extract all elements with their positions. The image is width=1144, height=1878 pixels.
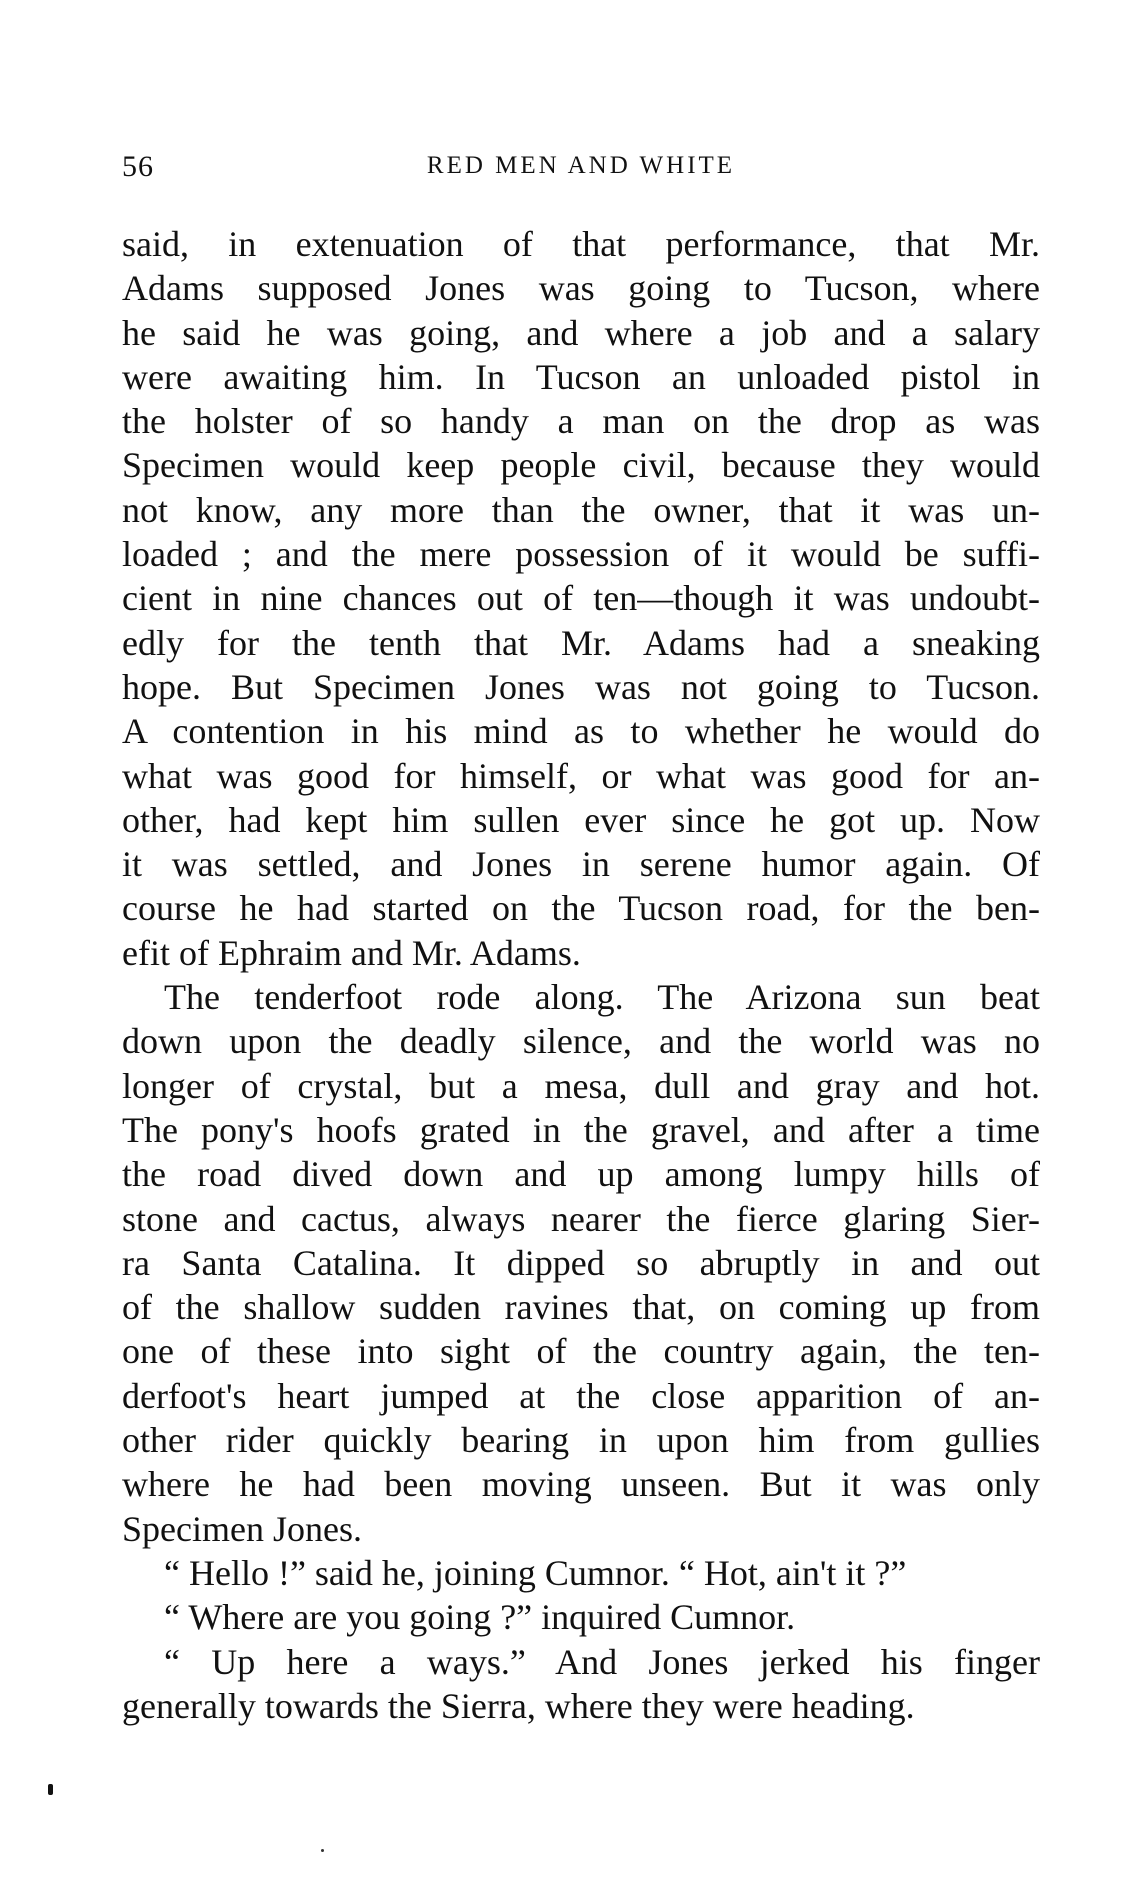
paragraph-start-line: The tenderfoot rode along. The Arizona sun beat (164, 977, 1040, 1018)
text-line: loaded ; and the mere possession of it would be suffi- (122, 534, 1040, 575)
paragraph-end-line: generally towards the Sierra, where they were heading. (122, 1685, 915, 1726)
text-line: Adams supposed Jones was going to Tucson, where (122, 268, 1040, 309)
paragraph-end-line: efit of Ephraim and Mr. Adams. (122, 932, 581, 973)
text-line: not know, any more than the owner, that it was un- (122, 489, 1040, 530)
dialogue-line: “ Up here a ways.” And Jones jerked his finger (164, 1641, 1040, 1682)
running-title: RED MEN AND WHITE (426, 152, 736, 179)
text-line: one of these into sight of the country again, the ten- (122, 1331, 1040, 1372)
text-line: derfoot's heart jumped at the close apparition of an- (122, 1375, 1040, 1416)
text-line: stone and cactus, always nearer the fierce glaring Sier- (122, 1198, 1040, 1239)
text-line: course he had started on the Tucson road, for the ben- (122, 888, 1040, 929)
dialogue-line: “ Hello !” said he, joining Cumnor. “ Hot, ain't it ?” (164, 1552, 907, 1593)
text-line: it was settled, and Jones in serene humor again. Of (122, 844, 1040, 885)
page-header (122, 150, 1040, 186)
text-line: longer of crystal, but a mesa, dull and gray and hot. (122, 1065, 1040, 1106)
body-text (122, 222, 1040, 1728)
paragraph-end-line: Specimen Jones. (122, 1508, 362, 1549)
text-line: cient in nine chances out of ten—though it was undoubt- (122, 578, 1040, 619)
text-line: hope. But Specimen Jones was not going to Tucson. (122, 666, 1040, 707)
dialogue-line: “ Where are you going ?” inquired Cumnor. (164, 1597, 796, 1638)
text-line: said, in extenuation of that performance, that Mr. (122, 224, 1040, 264)
text-line: A contention in his mind as to whether he would do (122, 711, 1040, 752)
text-line: were awaiting him. In Tucson an unloaded pistol in (122, 356, 1040, 397)
text-line: what was good for himself, or what was good for an- (122, 755, 1040, 796)
page-number: 56 (122, 150, 154, 183)
text-line: The pony's hoofs grated in the gravel, and after a time (122, 1109, 1040, 1150)
text-line: the road dived down and up among lumpy hills of (122, 1154, 1040, 1195)
text-line: ra Santa Catalina. It dipped so abruptly in and out (122, 1242, 1040, 1283)
text-line: other, had kept him sullen ever since he got up. Now (122, 799, 1040, 840)
text-line: other rider quickly bearing in upon him from gullies (122, 1420, 1040, 1461)
text-line: of the shallow sudden ravines that, on coming up from (122, 1287, 1040, 1328)
text-line: where he had been moving unseen. But it was only (122, 1464, 1040, 1505)
text-line: edly for the tenth that Mr. Adams had a sneaking (122, 622, 1040, 663)
text-line: Specimen would keep people civil, because they would (122, 445, 1040, 486)
text-line: down upon the deadly silence, and the world was no (122, 1021, 1040, 1062)
text-line: the holster of so handy a man on the drop as was (122, 401, 1040, 442)
margin-ink-mark (48, 1784, 53, 1795)
text-line: he said he was going, and where a job and a salary (122, 312, 1040, 353)
ink-speck (321, 1849, 324, 1852)
